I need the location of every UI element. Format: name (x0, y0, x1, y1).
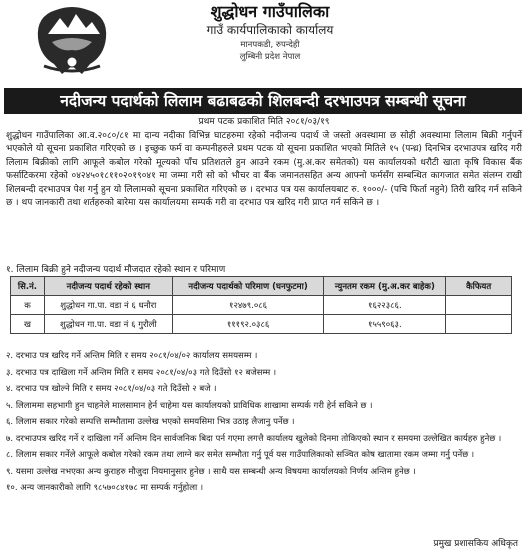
office-address: मानपकडी, रुपन्देही (240, 40, 300, 50)
municipality-name: शुद्धोधन गाउँपालिका (210, 2, 330, 21)
cell-location: शुद्धोधन गा.पा. वडा नं ६ धनौरा (44, 296, 172, 315)
publication-date: प्रथम पटक प्रकाशित मिति २०८१/०३/१९ (198, 117, 330, 127)
signatory-title: प्रमुख प्रशासकिय अधिकृत (433, 539, 518, 549)
notice-title-banner: नदीजन्य पदार्थको लिलाम बढाबढको शिलबन्दी दरभाउपत्र सम्बन्धी सूचना (4, 88, 522, 114)
list-item: ६. लिलाम सकार गरेको सम्पत्ति सम्भौतामा उल्लेख भएको समयसिमा भित्र उठाइ लैजानु पर्नेछ । (6, 417, 295, 427)
table-row (11, 315, 512, 334)
col-header-location: नदीजन्य पदार्थ रहेको स्थान (44, 277, 172, 296)
list-item: २. दरभाउ पत्र खरिद गर्ने अन्तिम मिति र समय २०८१/०४/०२ कार्यालय समयसम्म । (6, 351, 258, 361)
list-item: १०. अन्य जानकारीको लागि ९८५७०८४१७८ मा सम्पर्क गर्नुहोला । (6, 483, 204, 493)
list-item: ७. दरभाउपत्र खरिद गर्ने र दाखिला गर्ने अन्तिम दिन सार्वजनिक बिदा पर्न गएमा लगत्तै कार्यालय खुलेको दिनमा तोकिएको स्थान र समयमा उल्लेखित कार्यहरु हुनेछ । (6, 433, 502, 444)
list-item: ५. लिलाममा सहभागी हुन चाहनेले मालसामान हेर्न चाहेमा यस कार्यालयको प्राविधिक शाखामा सम्पर्क गरी हेर्न सकिने छ । (6, 400, 373, 411)
list-item: ३. दरभाउ पत्र दाखिला गर्ने अन्तिम मिति र समय २०८१/०४/०३ गते दिउँसो १२ बजेसम्म । (6, 367, 277, 378)
col-header-serial: सि.नं. (11, 277, 45, 296)
table-header-row (11, 277, 512, 296)
cell-serial: क (11, 296, 45, 315)
cell-quantity: १११९२.०३८६ (172, 315, 324, 334)
col-header-remarks: कैफियत (446, 277, 512, 296)
list-item: ४. दरभाउ पत्र खोल्ने मिति र समय २०८१/०४/०३ गते दिउँसो २ बजे । (6, 384, 217, 394)
letterhead (0, 0, 528, 84)
nepal-emblem-icon (30, 4, 114, 80)
col-header-min-amount: न्युनतम रकम (मु.अ.कर बाहेक) (324, 277, 446, 296)
table-row (11, 296, 512, 315)
section1-heading: १. लिलाम बिक्री हुने नदीजन्य पदार्थ मौजदात रहेको स्थान र परिमाण (6, 265, 226, 275)
cell-quantity: १२४७९.०८६ (172, 296, 324, 315)
list-item: ९. यसमा उल्लेख नभएका अन्य कुराहरु मौजुदा नियमानुसार हुनेछ । साथै यस सम्बन्धी अन्य विषयमा कार्यालयको निर्णय अन्तिम हुनेछ । (6, 466, 416, 477)
cell-min-amount: १५५९०६३. (324, 315, 446, 334)
cell-remarks (446, 315, 512, 334)
office-name: गाउँ कार्यपालिकाको कार्यालय (206, 23, 334, 37)
province-name: लुम्बिनी प्रदेश नेपाल (239, 52, 301, 62)
cell-serial: ख (11, 315, 45, 334)
intro-paragraph: शुद्धोधन गाउँपालिका आ.व.२०८०/८१ मा दान्य नदीका विभिन्न घाटहरुमा रहेको नदीजन्य पदार्थ जे जस्तो अवस्थामा छ सोही अवस्थामा लिलाम बिक्री गर्नुपर्ने भएकोले यो सूचना प्रकाशित गरिएको छ । इच्छुक फर्म वा कम्पनीहरुले प्रथम पटक यो सूचना प्रकाशित भएको मितिले १५ (पन्ध्र) दिनभित्र दरभाउपत्र खरिद गरी लिलाम बिक्रीको लागि आफूले कबोल गरेको मूल्यको पाँच प्रतिशतले हुन आउने रकम (मु.अ.कर समेतको) यस कार्यालयको धरौटी खाता कृषि विकास बैंक फर्साटिकरमा रहेको ०४२४५०१८११०२०१९०४१ मा जम्मा गरी सो को भौचर वा बैंक जमानतसहित अन्य आफ्नो फर्मसँग सम्बन्धित कागजात समेत संलग्न राखी शिलबन्दी दरभाउपत्र पेश गर्नु हुन यो लिलामको सूचना प्रकाशित गरिएको छ । दरभाउ पत्र यस कार्यालयबाट रु. १०००/- (पचि फिर्ता नहुने) तिरी खरिद गर्न सकिने छ । थप जानकारी तथा शर्तहरुको बारेमा यस कार्यालयमा सम्पर्क गरी वा दरभाउ पत्र खरिद गरी प्राप्त गर्न सकिने छ । (6, 131, 522, 209)
list-item: ८. लिलाम सकार गर्नेले आफूले कबोल गरेको रकम तथा लाग्ने कर समेत सम्भौता गर्नु पूर्व यस गाउँपालिकाको सञ्चित कोष खातामा रकम जम्मा गर्नु पर्नेछ । (6, 450, 475, 460)
notice-conditions-list (6, 350, 522, 499)
materials-table (10, 276, 512, 334)
cell-location: शुद्धोधन गा.पा. वडा नं ६ गुरौली (44, 315, 172, 334)
cell-min-amount: १६२२३८६. (324, 296, 446, 315)
col-header-quantity: नदीजन्य पदार्थको परिमाण (घनफुटमा) (172, 277, 324, 296)
cell-remarks (446, 296, 512, 315)
